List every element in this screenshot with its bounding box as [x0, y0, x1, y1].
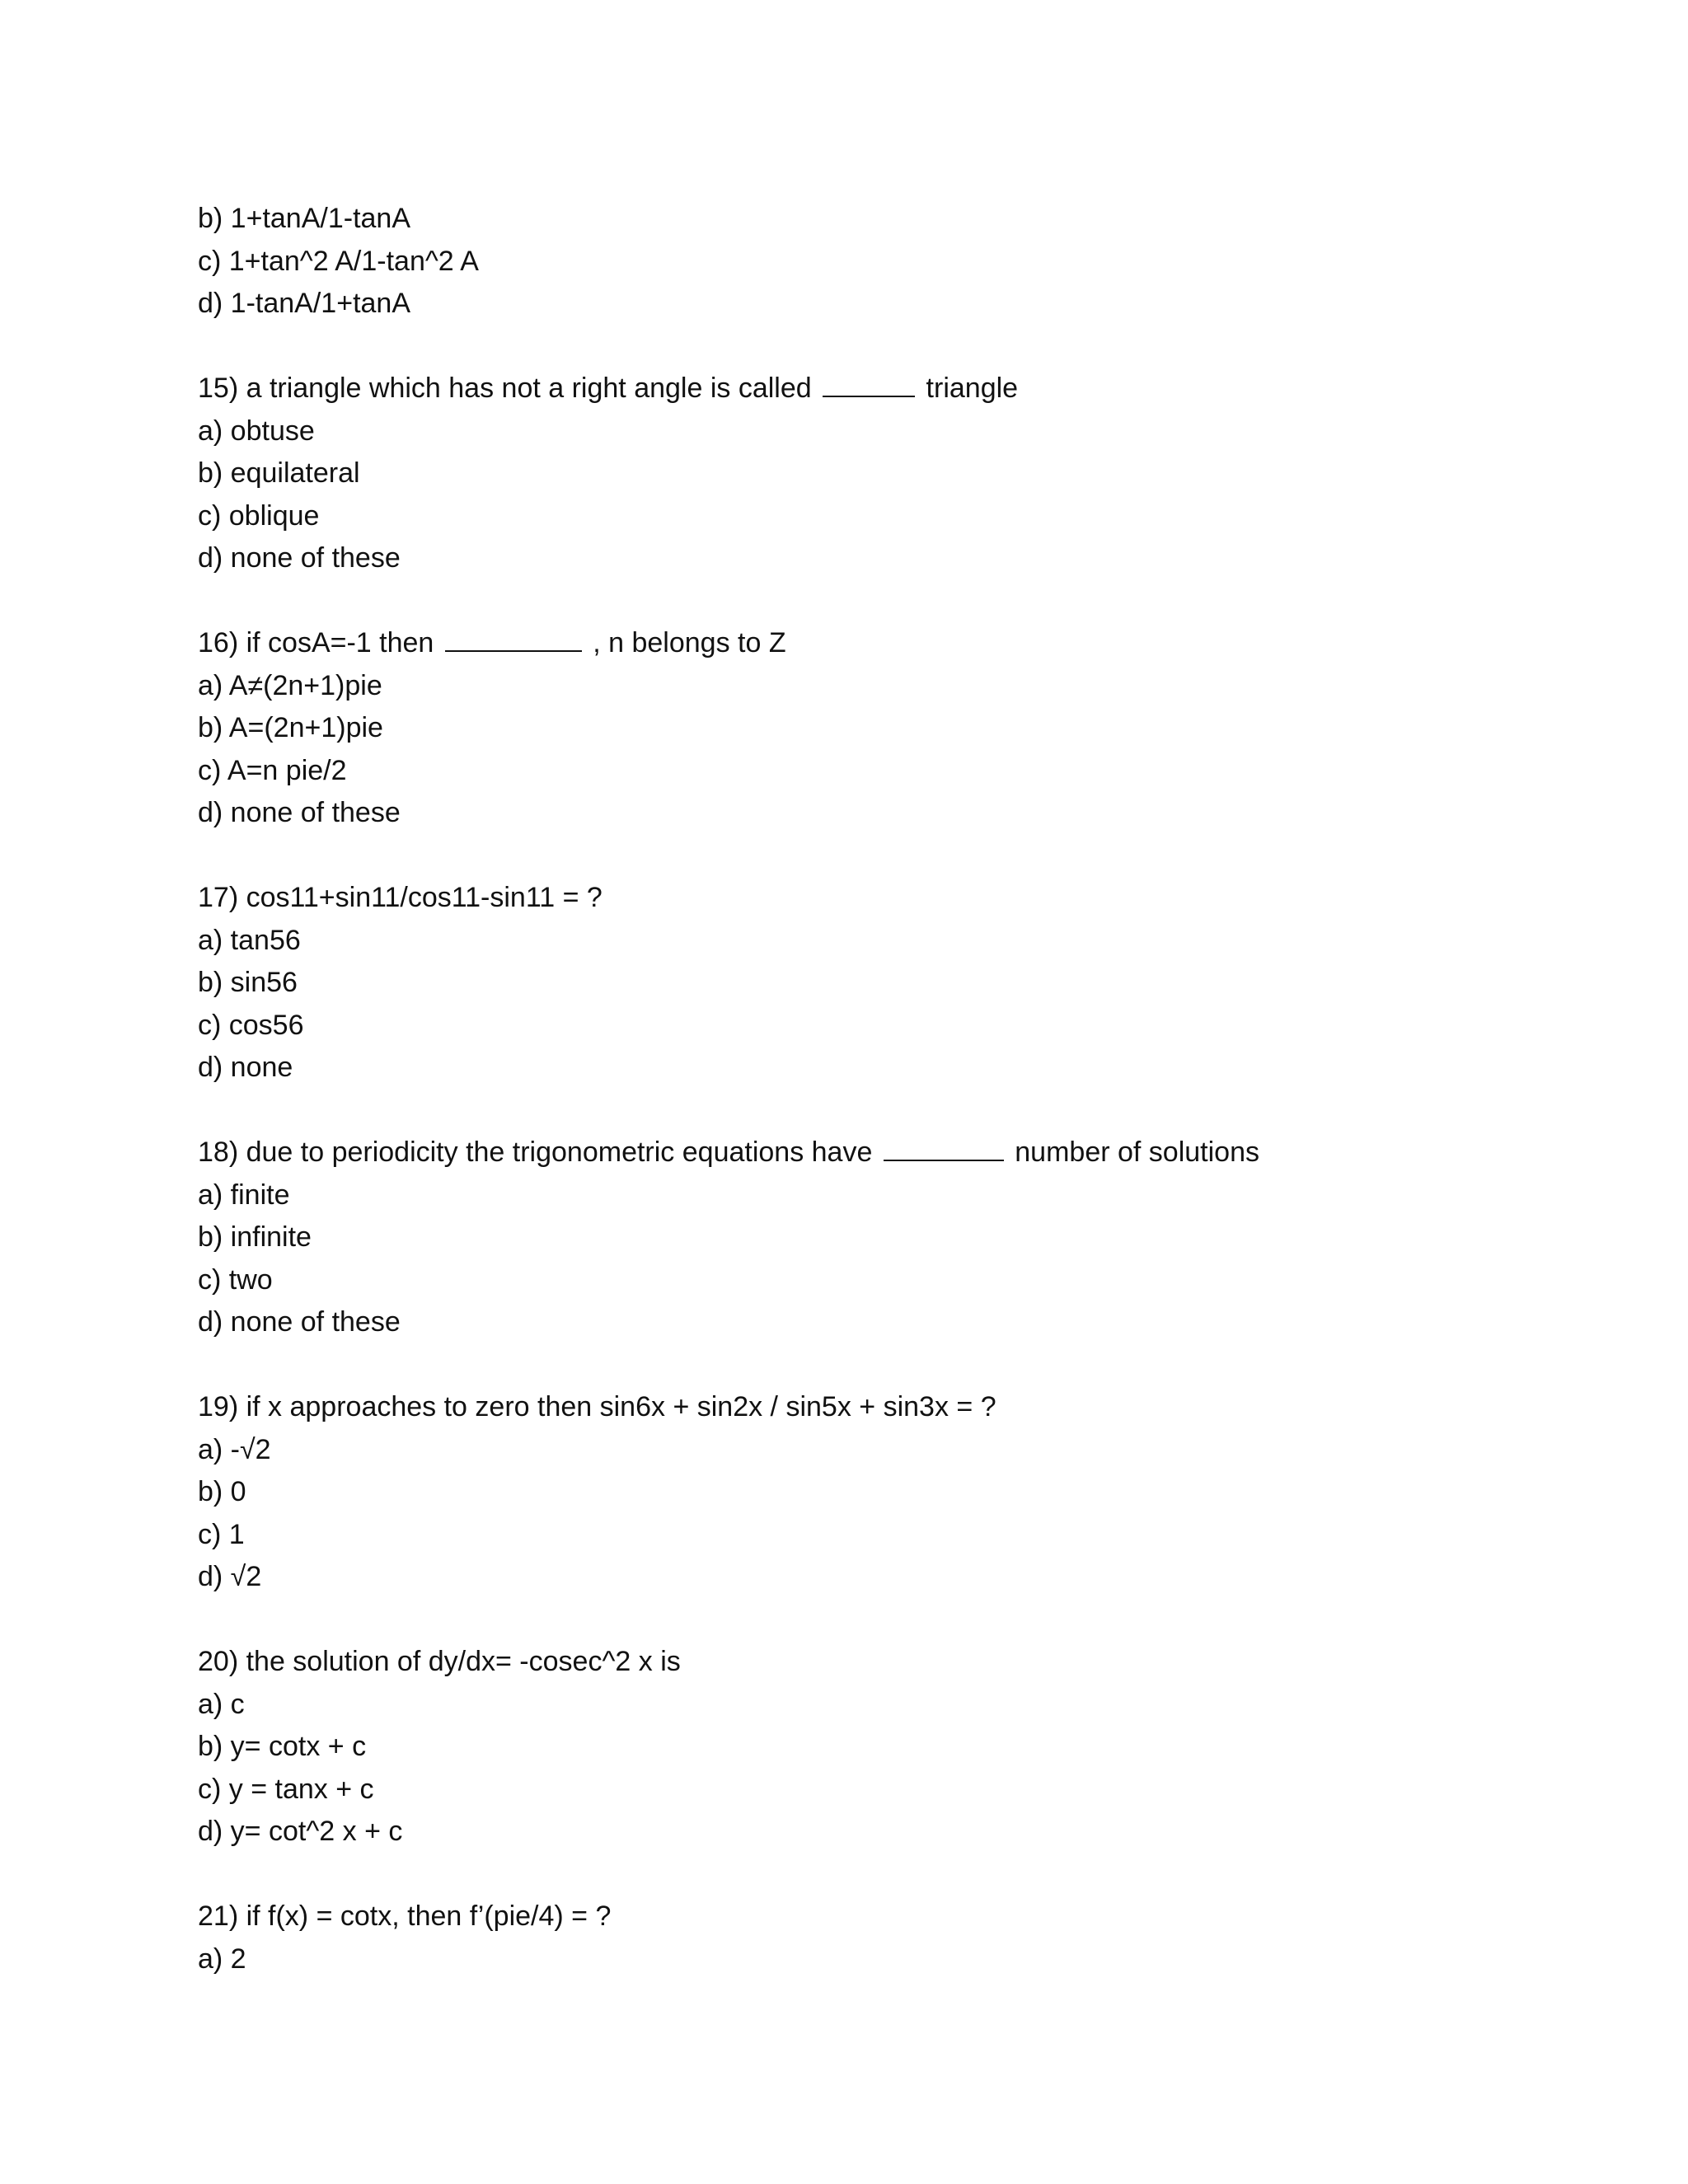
- spacer: [198, 580, 1517, 623]
- question-15-text: 15) a triangle which has not a right angle is called: [198, 373, 820, 404]
- option-14d: d) 1-tanA/1+tanA: [198, 288, 411, 319]
- option-19c: c) 1: [198, 1518, 245, 1550]
- answer-blank: [445, 626, 582, 652]
- option-21a: a) 2: [198, 1943, 246, 1975]
- question-20-stem: 20) the solution of dy/dx= -cosec^2 x is: [198, 1646, 681, 1677]
- question-21-stem: 21) if f(x) = cotx, then f’(pie/4) = ?: [198, 1900, 612, 1932]
- option-16b: b) A=(2n+1)pie: [198, 712, 383, 743]
- answer-blank: [823, 371, 915, 397]
- option-15b: b) equilateral: [198, 457, 360, 489]
- option-14c: c) 1+tan^2 A/1-tan^2 A: [198, 245, 479, 277]
- option-15d: d) none of these: [198, 542, 401, 574]
- option-18d: d) none of these: [198, 1306, 401, 1338]
- option-15a: a) obtuse: [198, 415, 315, 447]
- option-19a: a) -√2: [198, 1433, 271, 1465]
- option-20a: a) c: [198, 1688, 245, 1720]
- option-17b: b) sin56: [198, 967, 298, 998]
- spacer: [198, 1599, 1517, 1642]
- option-17c: c) cos56: [198, 1009, 304, 1041]
- spacer: [198, 326, 1517, 368]
- question-18-text-after: number of solutions: [1006, 1137, 1259, 1168]
- option-20c: c) y = tanx + c: [198, 1773, 374, 1805]
- question-16-text: 16) if cosA=-1 then: [198, 627, 442, 658]
- option-19b: b) 0: [198, 1476, 246, 1507]
- answer-blank: [884, 1135, 1004, 1161]
- option-18a: a) finite: [198, 1179, 290, 1211]
- option-20b: b) y= cotx + c: [198, 1731, 367, 1762]
- option-18c: c) two: [198, 1263, 273, 1296]
- option-17a: a) tan56: [198, 924, 301, 956]
- option-18b: b) infinite: [198, 1221, 312, 1253]
- spacer: [198, 1854, 1517, 1896]
- question-16-text-after: , n belongs to Z: [584, 627, 786, 658]
- option-16c: c) A=n pie/2: [198, 754, 347, 786]
- question-19-stem: 19) if x approaches to zero then sin6x + sin2x / sin5x + sin3x = ?: [198, 1391, 996, 1422]
- question-18-stem: [198, 1132, 1517, 1174]
- option-14b: b) 1+tanA/1-tanA: [198, 203, 411, 234]
- option-15c: c) oblique: [198, 499, 320, 532]
- question-18-text: 18) due to periodicity the trigonometric equations have: [198, 1137, 880, 1168]
- document-page: [198, 198, 1517, 1980]
- question-17-stem: 17) cos11+sin11/cos11-sin11 = ?: [198, 882, 603, 913]
- option-20d: d) y= cot^2 x + c: [198, 1816, 403, 1847]
- option-17d: d) none: [198, 1052, 293, 1083]
- question-16-stem: [198, 622, 1517, 665]
- spacer: [198, 1090, 1517, 1132]
- question-15-stem: [198, 368, 1517, 410]
- option-19d: d) √2: [198, 1561, 262, 1592]
- spacer: [198, 835, 1517, 878]
- spacer: [198, 1344, 1517, 1387]
- option-16d: d) none of these: [198, 797, 401, 828]
- option-16a: a) A≠(2n+1)pie: [198, 669, 382, 701]
- question-15-text-after: triangle: [918, 373, 1019, 404]
